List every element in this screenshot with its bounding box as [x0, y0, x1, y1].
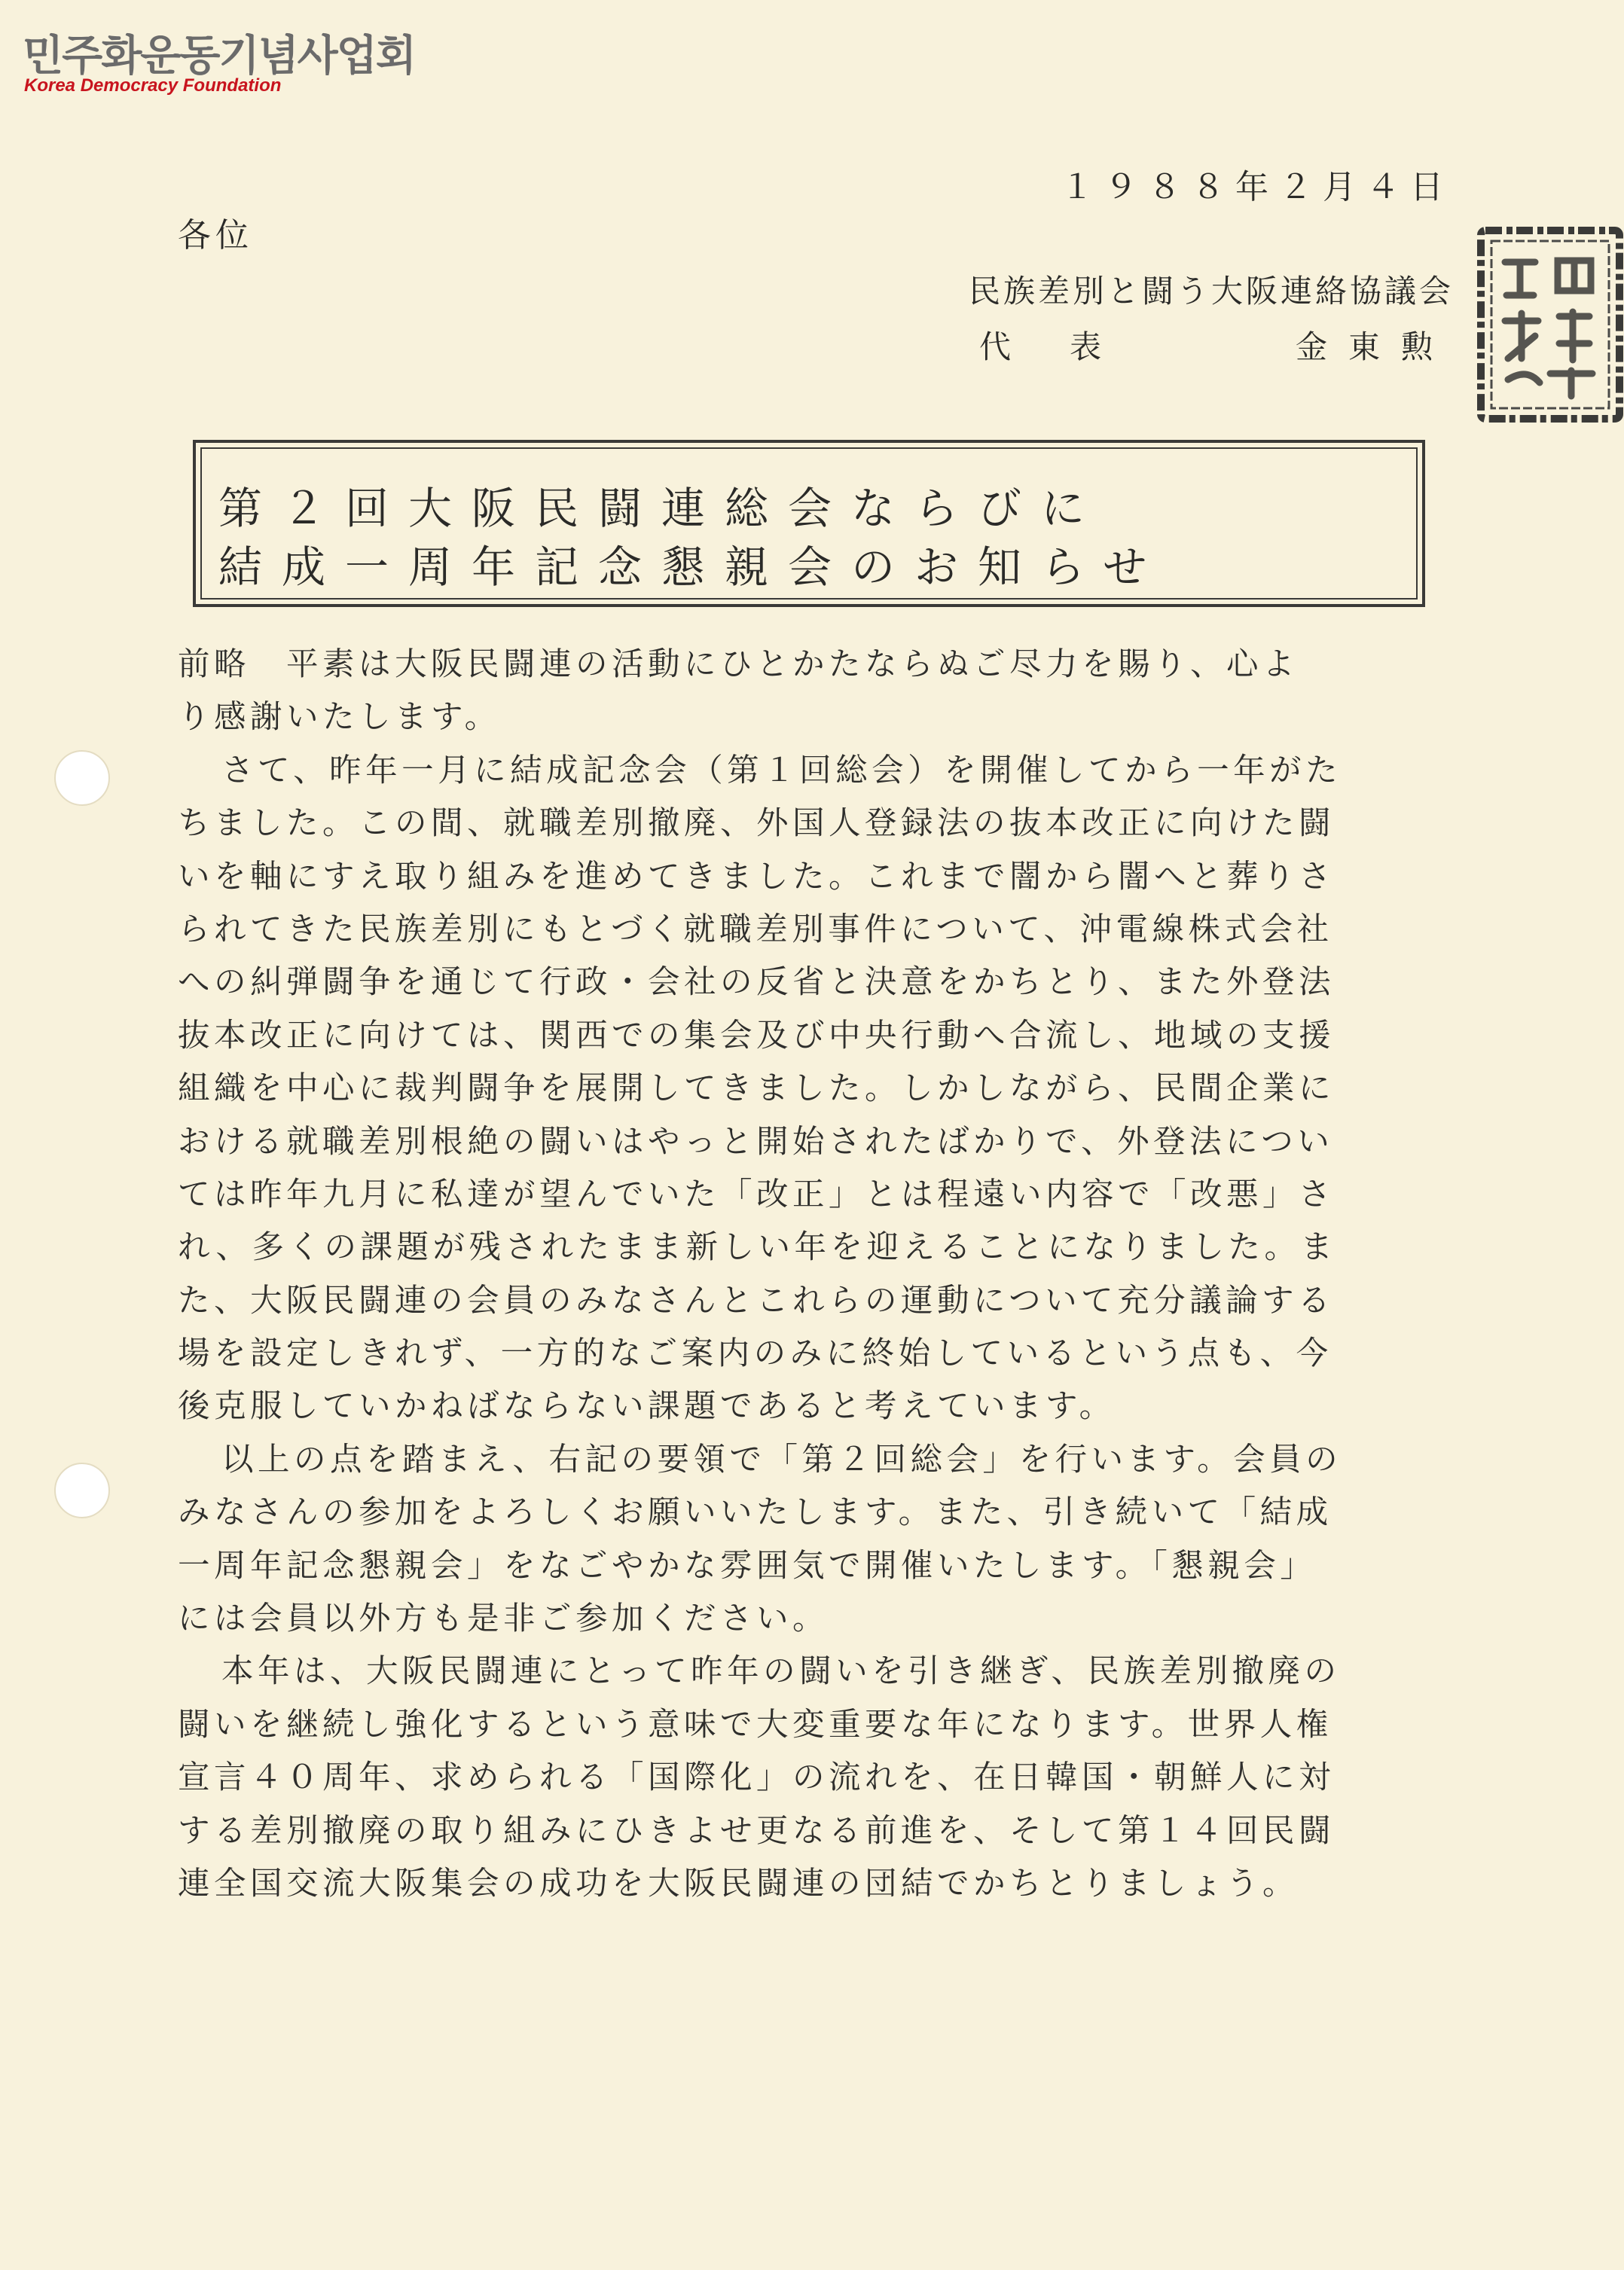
body-line: り感謝いたします。 — [178, 699, 501, 737]
body-line: られてきた民族差別にもとづく就職差別事件について、沖電線株式会社 — [178, 911, 1333, 948]
sender-organization: 民族差別と闘う大阪連絡協議会 — [968, 273, 1454, 310]
seal-stamp — [1475, 223, 1624, 426]
body-line: 後克服していかねばならない課題であると考えています。 — [178, 1388, 1116, 1426]
body-line: た、大阪民闘連の会員のみなさんとこれらの運動について充分議論する — [178, 1282, 1335, 1320]
body-line: 前略 平素は大阪民闘連の活動にひとかたならぬご尽力を賜り、心よ — [178, 646, 1299, 683]
body-line: 場を設定しきれず、一方的なご案内のみに終始しているという点も、今 — [178, 1335, 1332, 1373]
letter-date: １９８８年２月４日 — [1061, 168, 1454, 206]
body-line: には会員以外方も是非ご参加ください。 — [178, 1600, 829, 1638]
punch-hole — [54, 750, 110, 806]
body-line: 本年は、大阪民闘連にとって昨年の闘いを引き継ぎ、民族差別撤廃の — [221, 1653, 1341, 1691]
notice-title-line-1: 第２回大阪民闘連総会ならびに — [218, 483, 1105, 534]
body-line: 以上の点を踏まえ、右記の要領で「第２回総会」を行います。会員の — [221, 1441, 1342, 1478]
body-line: いを軸にすえ取り組みを進めてきました。これまで闇から闇へと葬りさ — [178, 858, 1336, 895]
body-line: 宣言４０周年、求められる「国際化」の流れを、在日韓国・朝鮮人に対 — [178, 1759, 1336, 1797]
body-line: 抜本改正に向けては、関西での集会及び中央行動へ合流し、地域の支援 — [178, 1017, 1336, 1054]
body-line: 組織を中心に裁判闘争を展開してきました。しかしながら、民間企業に — [178, 1070, 1336, 1108]
watermark-korean: 민주화운동기념사업회 — [23, 32, 415, 81]
body-line: する差別撤廃の取り組みにひきよせ更なる前進を、そして第１４回民闘 — [178, 1812, 1336, 1850]
sender-name: 金東勲 — [1295, 328, 1454, 365]
body-line: みなさんの参加をよろしくお願いいたします。また、引き続いて「結成 — [178, 1494, 1332, 1532]
notice-title-box — [193, 440, 1425, 607]
body-line: ちました。この間、就職差別撤廃、外国人登録法の抜本改正に向けた闘 — [178, 805, 1336, 843]
body-line: への糾弾闘争を通じて行政・会社の反省と決意をかちとり、また外登法 — [178, 964, 1336, 1002]
letter-addressee: 各位 — [178, 216, 253, 255]
body-line: さて、昨年一月に結成記念会（第１回総会）を開催してから一年がた — [221, 752, 1342, 789]
body-line: おける就職差別根絶の闘いはやっと開始されたばかりで、外登法につい — [178, 1123, 1334, 1161]
watermark-english: Korea Democracy Foundation — [24, 75, 282, 96]
body-line: ては昨年九月に私達が望んでいた「改正」とは程遠い内容で「改悪」さ — [178, 1176, 1336, 1213]
letter-body — [178, 639, 1458, 1911]
body-line: 一周年記念懇親会」をなごやかな雰囲気で開催いたします。「懇親会」 — [178, 1547, 1317, 1585]
notice-title-line-2: 結成一周年記念懇親会のお知らせ — [218, 542, 1167, 593]
sender-rep-title: 代 表 — [979, 328, 1116, 365]
body-line: 連全国交流大阪集会の成功を大阪民闘連の団結でかちとりましょう。 — [178, 1865, 1299, 1902]
body-line: 闘いを継続し強化するという意味で大変重要な年になります。世界人権 — [178, 1706, 1332, 1744]
body-line: れ、多くの課題が残されたまま新しい年を迎えることになりました。ま — [178, 1229, 1337, 1267]
punch-hole — [54, 1463, 110, 1518]
